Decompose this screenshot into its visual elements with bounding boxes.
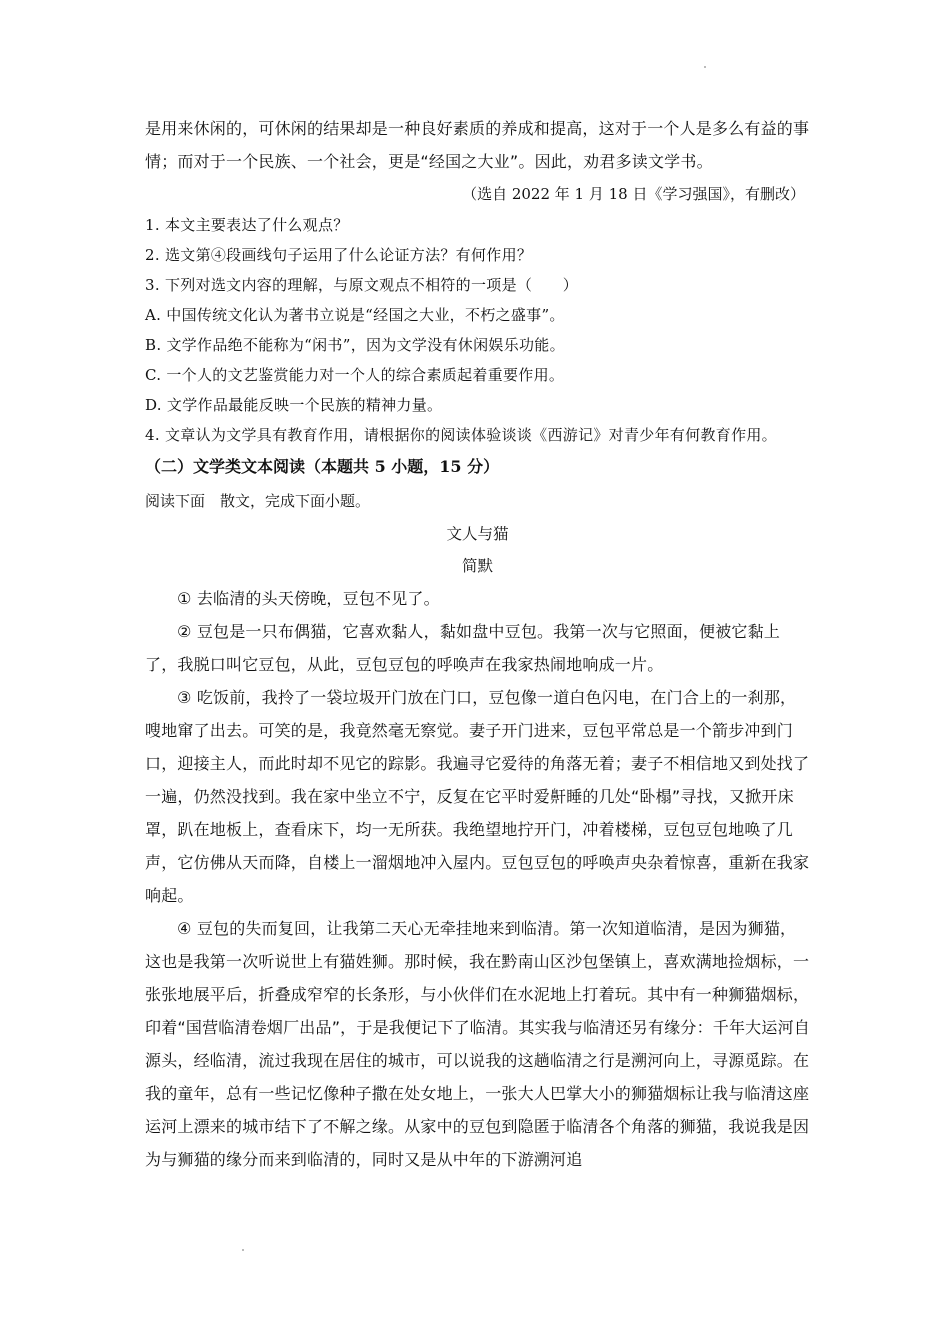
- option-b: B. 文学作品绝不能称为“闲书”，因为文学没有休闲娱乐功能。: [145, 336, 565, 354]
- scan-mark: [704, 66, 706, 68]
- essay-title: 文人与猫: [446, 525, 509, 543]
- option-c: C. 一个人的文艺鉴赏能力对一个人的综合素质起着重要作用。: [145, 366, 565, 384]
- essay-author: 简默: [461, 557, 493, 575]
- question-4: 4. 文章认为文学具有教育作用，请根据你的阅读体验谈谈《西游记》对青少年有何教育作用。: [145, 426, 777, 444]
- question-2: 2. 选文第④段画线句子运用了什么论证方法？有何作用？: [145, 246, 533, 264]
- section-instruction: 阅读下面 散文，完成下面小题。: [145, 492, 371, 510]
- scan-mark: [242, 1249, 244, 1251]
- essay-paragraph-4: ④ 豆包的失而复回，让我第二天心无牵挂地来到临清。第一次知道临清，是因为狮猫，这也是我第一次听说世上有猫姓狮。那时候，我在黔南山区沙包堡镇上，喜欢满地捡烟标，一张张地展平后，折叠成窄窄的长条形，与小伙伴们在水泥地上打着玩。其中有一种狮猫烟标，印着“国营临清卷烟厂出品”，于是我便记下了临清。其实我与临清还另有缘分：千年大运河自源头，经临清，流过我现在居住的城市，可以说我的这趟临清之行是溯河向上，寻源觅踪。在我的童年，总有一些记忆像种子撒在处女地上，一张大人巴掌大小的狮猫烟标让我与临清这座运河上漂来的城市结下了不解之缘。从家中的豆包到隐匿于临清各个角落的狮猫，我说我是因为与狮猫的缘分而来到临清的，同时又是从中年的下游溯河追: [145, 919, 810, 1169]
- section-heading: （二）文学类文本阅读（本题共 5 小题，15 分）: [145, 457, 500, 476]
- option-d: D. 文学作品最能反映一个民族的精神力量。: [145, 396, 443, 414]
- option-a: A. 中国传统文化认为著书立说是“经国之大业，不朽之盛事”。: [145, 306, 565, 324]
- essay-paragraph-2: ② 豆包是一只布偶猫，它喜欢黏人，黏如盘中豆包。我第一次与它照面，便被它黏上了，我脱口叫它豆包，从此，豆包豆包的呼唤声在我家热闹地响成一片。: [145, 622, 781, 674]
- essay-paragraph-3: ③ 吃饭前，我拎了一袋垃圾开门放在门口，豆包像一道白色闪电，在门合上的一刹那，嗖地窜了出去。可笑的是，我竟然毫无察觉。妻子开门进来，豆包平常总是一个箭步冲到门口，迎接主人，而此时却不见它的踪影。我遍寻它爱待的角落无着；妻子不相信地又到处找了一遍，仍然没找到。我在家中坐立不宁，反复在它平时爱鼾睡的几处“卧榻”寻找，又掀开床罩，趴在地板上，查看床下，均一无所获。我绝望地拧开门，冲着楼梯，豆包豆包地唤了几声，它仿佛从天而降，自楼上一溜烟地冲入屋内。豆包豆包的呼唤声央杂着惊喜，重新在我家响起。: [145, 688, 810, 905]
- question-3: 3. 下列对选文内容的理解，与原文观点不相符的一项是（ ）: [145, 276, 579, 294]
- intro-paragraph: 是用来休闲的，可休闲的结果却是一种良好素质的养成和提高，这对于一个人是多么有益的事情；而对于一个民族、一个社会，更是“经国之大业”。因此，劝君多读文学书。: [145, 119, 810, 171]
- document-body: [145, 112, 810, 1176]
- essay-paragraph-1: ① 去临清的头天傍晚，豆包不见了。: [177, 589, 440, 608]
- question-1: 1. 本文主要表达了什么观点？: [145, 216, 349, 234]
- source-citation: （选自 2022 年 1 月 18 日《学习强国》，有删改）: [462, 185, 805, 203]
